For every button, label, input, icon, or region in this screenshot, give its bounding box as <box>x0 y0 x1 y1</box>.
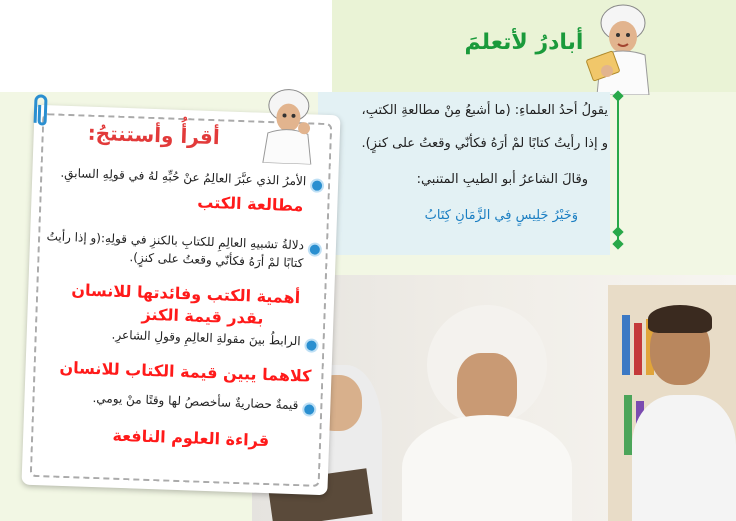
thinking-boy-icon <box>253 86 326 164</box>
book-spine <box>634 323 642 375</box>
card-title: أقرأُ وأستنتجُ: <box>87 120 221 150</box>
question-3: الرابطُ بينَ مقولةِ العالِمِ وقولِ الشاعرِ. <box>111 327 301 349</box>
book-spine <box>624 395 632 455</box>
quote-line-2: و إذا رأيتُ كتابًا لمْ أرَهُ فكأنّي وقعتُ على كنزٍ). <box>361 136 608 151</box>
poem-verse: وَخَيْرُ جَلِيسٍ فِي الزَّمَانِ كِتَابُ <box>424 208 578 223</box>
book-spine <box>622 315 630 375</box>
read-and-conclude-card <box>21 105 340 495</box>
section-title: أبادرُ لأتعلمَ <box>464 30 584 55</box>
connector-line <box>617 96 619 246</box>
man-robe <box>402 415 572 521</box>
answer-2: أهمية الكتب وفائدتها للانسان <box>71 280 301 308</box>
question-2: دلالةُ تشبيهِ العالِمِ للكتابِ بالكنزِ في قولِهِ:(و إذا رأيتُ كتابًا لمْ أرَهُ فكأنّي وقعتُ على كنزٍ). <box>46 229 305 271</box>
quote-line-3: وقالَ الشاعرُ أبو الطيبِ المتنبي: <box>416 172 588 187</box>
quote-line-1: يقولُ أحدُ العلماءِ: (ما أشبعُ مِنْ مطالعةِ الكتبِ، <box>361 103 608 118</box>
boy-hair <box>648 305 712 333</box>
question-4: قيمةٌ حضاريةٌ سأخصصُ لها وقتًا منْ يومي. <box>92 390 299 413</box>
answer-3: كلاهما يبين قيمة الكتاب للانسان <box>59 357 312 386</box>
man-face <box>457 353 517 423</box>
answer-1: مطالعة الكتب <box>197 192 304 216</box>
answer-4: قراءة العلوم النافعة <box>112 425 270 451</box>
answer-2-continued: بقدر قيمة الكنز <box>141 304 264 328</box>
boy-shirt <box>632 395 736 521</box>
paperclip-icon <box>28 93 53 132</box>
boy-reading-icon <box>585 3 655 95</box>
question-1: الأمرُ الذي عبَّرَ العالِمُ عنْ حُبِّهِ لهُ في قولِهِ السابقِ. <box>60 165 307 189</box>
